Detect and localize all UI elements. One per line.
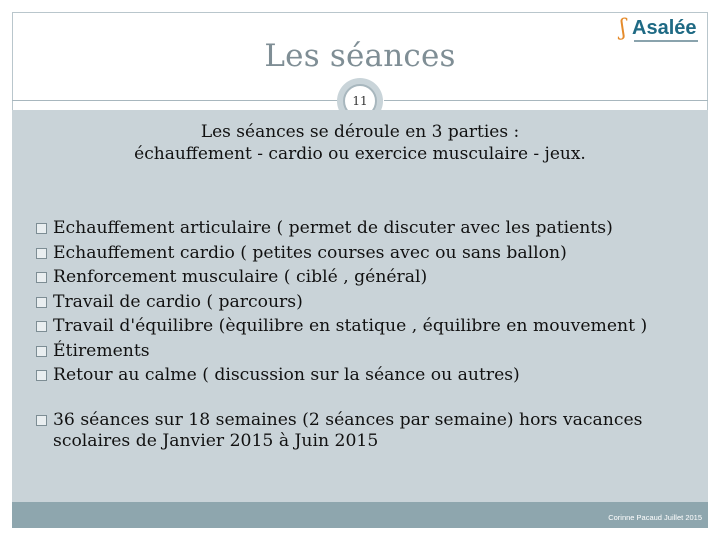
intro-line-2: échauffement - cardio ou exercice musculaire - jeux. (134, 144, 586, 164)
intro-text (0, 121, 720, 165)
title-rule-left (12, 100, 338, 101)
checkbox-bullet-icon (36, 248, 47, 259)
checkbox-bullet-icon (36, 272, 47, 283)
checkbox-bullet-icon (36, 370, 47, 381)
checkbox-bullet-icon (36, 346, 47, 357)
bullet-text: Renforcement musculaire ( ciblé , général) (53, 267, 428, 287)
footer-bar (12, 502, 708, 528)
list-item (36, 241, 647, 266)
title-rule-right (384, 100, 708, 101)
bullet-text: Travail de cardio ( parcours) (53, 291, 303, 312)
logo-mark-icon: ʃ (620, 16, 626, 41)
footer-credit: Corinne Pacaud Juillet 2015 (608, 513, 702, 522)
bullet-text: Étirements (53, 340, 150, 361)
page-number-badge: 11 (343, 84, 377, 118)
checkbox-bullet-icon (36, 321, 47, 332)
list-item (36, 363, 647, 388)
list-item (36, 216, 647, 241)
list-item (36, 339, 647, 364)
bullet-text: Travail d'équilibre (èquilibre en statique , équilibre en mouvement ) (53, 316, 648, 336)
intro-line-1: Les séances se déroule en 3 parties : (200, 122, 520, 142)
note-line-1: 36 séances sur 18 semaines (2 séances par semaine) hors vacances (53, 410, 643, 430)
logo-text: Asalée (632, 17, 697, 39)
bullet-text: Echauffement articulaire ( permet de discuter avec les patients) (53, 218, 613, 238)
list-item (36, 265, 647, 290)
sessions-note (36, 410, 676, 452)
checkbox-bullet-icon (36, 415, 47, 426)
slide-title: Les séances (264, 38, 456, 74)
checkbox-bullet-icon (36, 297, 47, 308)
note-line-2: scolaires de Janvier 2015 à Juin 2015 (53, 431, 379, 451)
checkbox-bullet-icon (36, 223, 47, 234)
list-item (36, 314, 647, 339)
list-item (36, 290, 647, 315)
bullet-text: Echauffement cardio ( petites courses avec ou sans ballon) (53, 242, 567, 263)
bullet-text: Retour au calme ( discussion sur la séance ou autres) (53, 365, 520, 385)
bullet-list (36, 216, 647, 388)
